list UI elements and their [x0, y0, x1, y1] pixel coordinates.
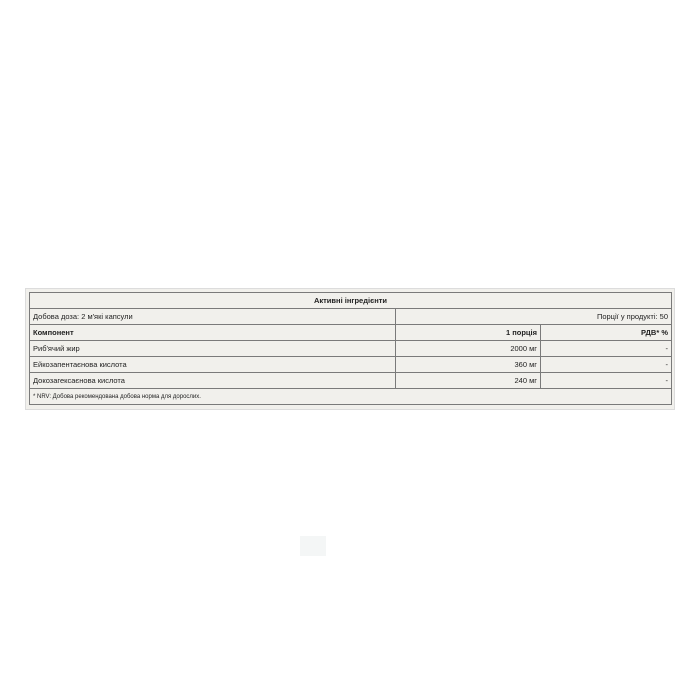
footnote-row — [30, 389, 672, 405]
table-row — [30, 357, 672, 373]
row-amount: 2000 мг — [396, 341, 541, 357]
table-row — [30, 373, 672, 389]
header-rdv: РДВ* % — [541, 325, 672, 341]
row-rdv: - — [541, 373, 672, 389]
header-per-serving: 1 порція — [396, 325, 541, 341]
daily-dose-cell: Добова доза: 2 м'які капсули — [30, 309, 396, 325]
row-rdv: - — [541, 357, 672, 373]
dose-row — [30, 309, 672, 325]
servings-cell: Порції у продукті: 50 — [396, 309, 672, 325]
row-amount: 360 мг — [396, 357, 541, 373]
row-name: Риб'ячий жир — [30, 341, 396, 357]
row-amount: 240 мг — [396, 373, 541, 389]
table-title-row — [30, 293, 672, 309]
header-row — [30, 325, 672, 341]
row-name: Ейкозапентаєнова кислота — [30, 357, 396, 373]
supplement-facts-table — [29, 292, 672, 405]
supplement-facts-panel — [25, 288, 675, 410]
footnote: * NRV: Добова рекомендована добова норма для дорослих. — [30, 389, 672, 405]
header-component: Компонент — [30, 325, 396, 341]
table-row — [30, 341, 672, 357]
row-name: Докозагексаєнова кислота — [30, 373, 396, 389]
row-rdv: - — [541, 341, 672, 357]
placeholder-box — [300, 536, 326, 556]
table-title: Активні інгредієнти — [30, 293, 672, 309]
